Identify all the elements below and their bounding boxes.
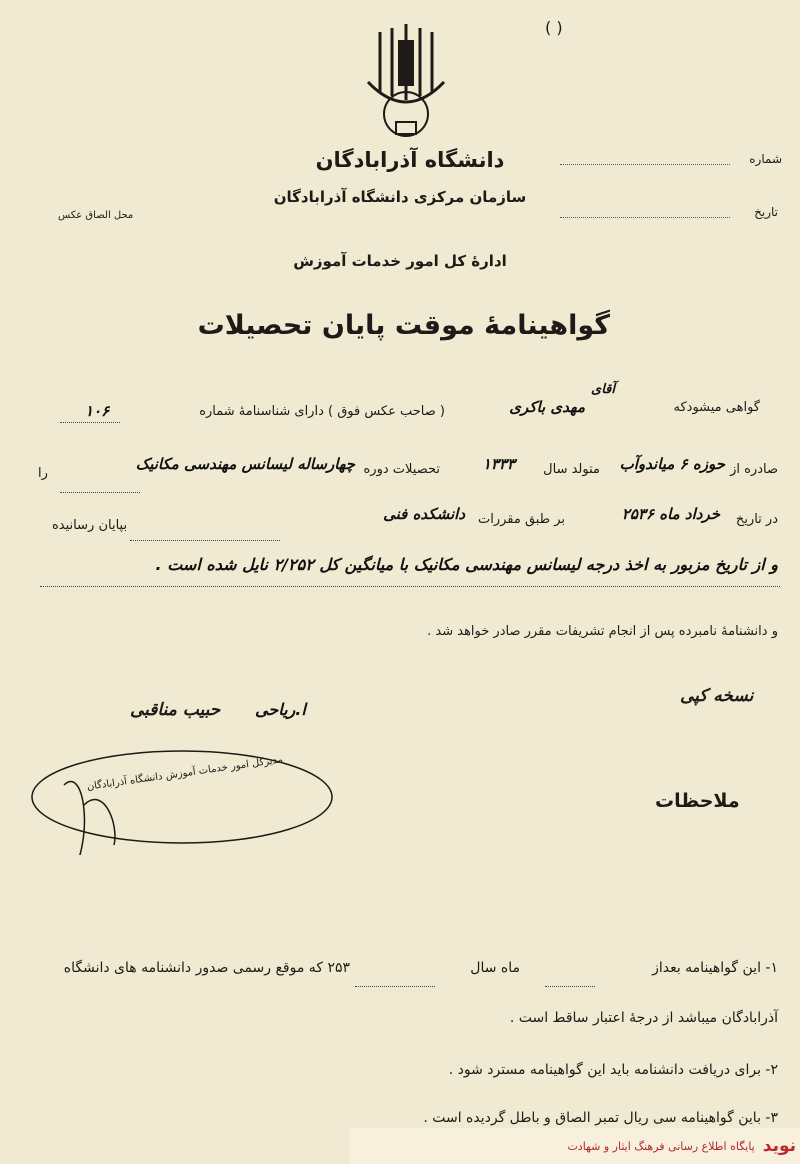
- line3-rules-label: بر طبق مقررات: [477, 512, 565, 527]
- number-label: شماره: [749, 152, 782, 166]
- line1-name-handwritten: مهدی باکری: [509, 398, 585, 416]
- line2-dots: [60, 478, 140, 493]
- line3-dots: [130, 526, 280, 541]
- site-watermark: [350, 1128, 800, 1164]
- note3: ۳- باین گواهینامه سی ریال تمبر الصاق و باطل گردیده است .: [423, 1110, 778, 1126]
- line3-date-handwritten: خرداد ماه ۲۵۳۶: [621, 505, 720, 523]
- line4-handwritten: و از تاریخ مزبور به اخذ درجه لیسانس مهندسی مکانیک با میانگین کل ۲/۲۵۲ نایل شده است .: [155, 555, 778, 574]
- line2-suffix: را: [38, 466, 48, 481]
- note1-dots-b: [355, 972, 435, 987]
- line2-prefix: صادره از: [730, 462, 778, 477]
- stamp-text: مدیرکل امور خدمات آموزش دانشگاه آذرابادگان: [86, 754, 284, 793]
- remarks-title: ملاحظات: [655, 790, 740, 812]
- line2-born-label: متولد سال: [543, 462, 600, 477]
- university-name: دانشگاه آذرابادگان: [315, 148, 505, 172]
- corner-mark: ( ): [545, 18, 563, 37]
- university-logo-icon: [358, 22, 454, 140]
- organization-name: سازمان مرکزی دانشگاه آذرابادگان: [273, 188, 527, 206]
- watermark-brand: نوید: [762, 1136, 796, 1156]
- line3-prefix: در تاریخ: [735, 512, 778, 527]
- certificate-title: گواهینامهٔ موقت پایان تحصیلات: [197, 310, 610, 341]
- photo-placement-label: محل الصاق عکس: [58, 210, 134, 221]
- line4-dots: [40, 572, 780, 587]
- note2: ۲- برای دریافت دانشنامه باید این گواهینامه مسترد شود .: [448, 1062, 778, 1078]
- note1-dots-a: [545, 972, 595, 987]
- watermark-text: پایگاه اطلاع رسانی فرهنگ ایثار و شهادت: [567, 1139, 755, 1153]
- line1-id-handwritten: ۱۰۶: [85, 402, 110, 420]
- note1-part-d: آذرابادگان میباشد از درجهٔ اعتبار ساقط است .: [509, 1010, 778, 1026]
- line1-prefix: گواهی میشودکه: [673, 400, 760, 415]
- line2-course-handwritten: چهارساله لیسانس مهندسی مکانیک: [135, 455, 355, 473]
- line1-title-handwritten: آقای: [591, 382, 615, 397]
- line5-text: و دانشنامهٔ نامبرده پس از انجام تشریفات مقرر صادر خواهد شد .: [427, 624, 778, 639]
- line3-suffix: بپایان رسانیده: [52, 518, 128, 533]
- note1-part-a: ۱- این گواهینامه بعداز: [652, 960, 778, 976]
- date-label: تاریخ: [754, 205, 778, 219]
- line2-course-label: تحصیلات دوره: [363, 462, 440, 477]
- line3-faculty-handwritten: دانشکده فنی: [383, 505, 465, 523]
- number-dotted-line: [560, 152, 730, 165]
- line1-dots: [60, 408, 120, 423]
- signatory-name-handwritten: حبیب مناقبی: [130, 700, 221, 720]
- note1-part-c: ۲۵۳ که موقع رسمی صدور دانشنامه های دانشگاه: [63, 960, 350, 976]
- note1-part-b: ماه سال: [470, 960, 520, 976]
- line2-place-handwritten: حوزه ۶ میاندوآب: [619, 455, 725, 473]
- line1-middle: ( صاحب عکس فوق ) دارای شناسنامهٔ شماره: [199, 404, 445, 419]
- signatory-initials-handwritten: ا.ریاحی: [255, 700, 306, 719]
- line2-year-handwritten: ۱۳۳۳: [482, 455, 515, 473]
- date-dotted-line: [560, 205, 730, 218]
- copy-note-handwritten: نسخه کپی: [680, 686, 754, 706]
- department-name: ادارهٔ کل امور خدمات آموزش: [293, 252, 507, 270]
